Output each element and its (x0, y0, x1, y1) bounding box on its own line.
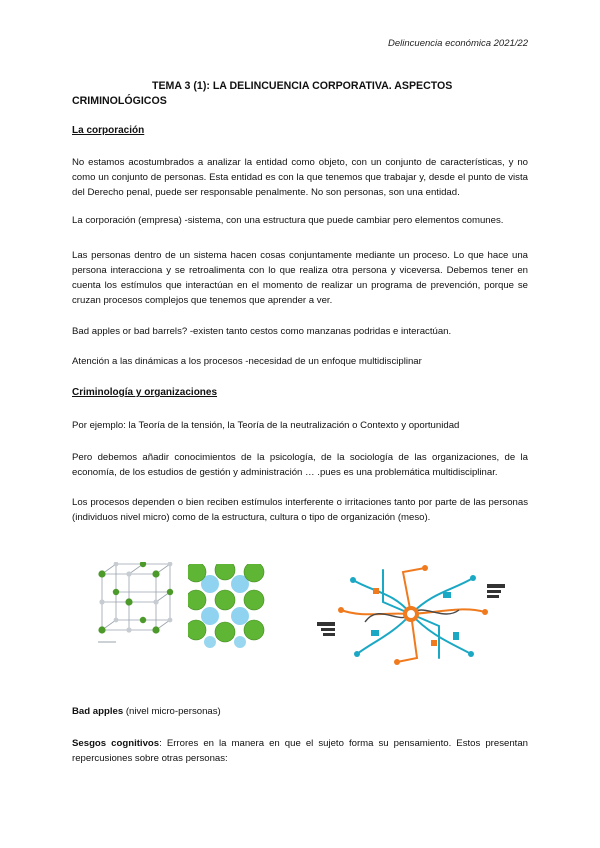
paragraph-dinamicas: Atención a las dinámicas a los procesos -necesidad de un enfoque multidisciplinar (72, 356, 422, 367)
sesgos-label: Sesgos cognitivos (72, 738, 160, 749)
packed-spheres-figure (188, 564, 270, 648)
document-title (72, 79, 532, 109)
paragraph-personas: Las personas dentro de un sistema hacen cosas conjuntamente mediante un proceso. Lo que hace una persona interacciona y se retroalimenta con lo que realiza otra persona y viceversa. Debemos tener en cuenta los estímulos que interactúan en el momento de realizar un programa de prevención, porque se cruzan procesos complejos que tenemos que aprender a ver. (72, 250, 528, 306)
network-infographic-figure (313, 562, 509, 666)
bad-apples-label: Bad apples (72, 706, 124, 717)
title-line-2: CRIMINOLÓGICOS (72, 95, 167, 107)
heading-la-corporacion: La corporación (72, 125, 145, 136)
header-note: Delincuencia económica 2021/22 (388, 38, 528, 49)
title-line-1: TEMA 3 (1): LA DELINCUENCIA CORPORATIVA. ASPECTOS (152, 80, 453, 92)
paragraph-teorias: Por ejemplo: la Teoría de la tensión, la Teoría de la neutralización o Contexto y oportunidad (72, 420, 460, 431)
bad-apples-detail: (nivel micro-personas) (123, 706, 221, 717)
sesgos-detail: : Errores en la manera en que el sujeto forma su pensamiento. Estos presentan repercusiones sobre otras personas: (72, 738, 528, 764)
heading-criminologia: Criminología y organizaciones (72, 387, 218, 398)
paragraph-entidad: No estamos acostumbrados a analizar la entidad como objeto, con un conjunto de características, y no como un conjunto de personas. Esta entidad es con la que tenemos que trabajar y, desde el punto de vista del Derecho penal, puede ser responsable penalmente. No son personas, son una entidad. (72, 157, 528, 198)
paragraph-procesos: Los procesos dependen o bien reciben estímulos interferente o irritaciones tanto por parte de las personas (individuos nivel micro) como de la estructura, cultura o tipo de organización (meso). (72, 497, 528, 523)
paragraph-sistema: La corporación (empresa) -sistema, con una estructura que puede cambiar pero elementos comunes. (72, 215, 504, 226)
paragraph-sesgos (72, 736, 528, 766)
paragraph-bad-apples: Bad apples or bad barrels? -existen tanto cestos como manzanas podridas e interactúan. (72, 326, 452, 337)
paragraph-conocimientos: Pero debemos añadir conocimientos de la psicología, de la sociología de las organizaciones, de la economía, de los estudios de gestión y administración … .pues es una problemática multidisciplinar. (72, 452, 528, 478)
paragraph-bad-apples-micro (72, 704, 528, 719)
crystal-lattice-figure (96, 562, 182, 648)
